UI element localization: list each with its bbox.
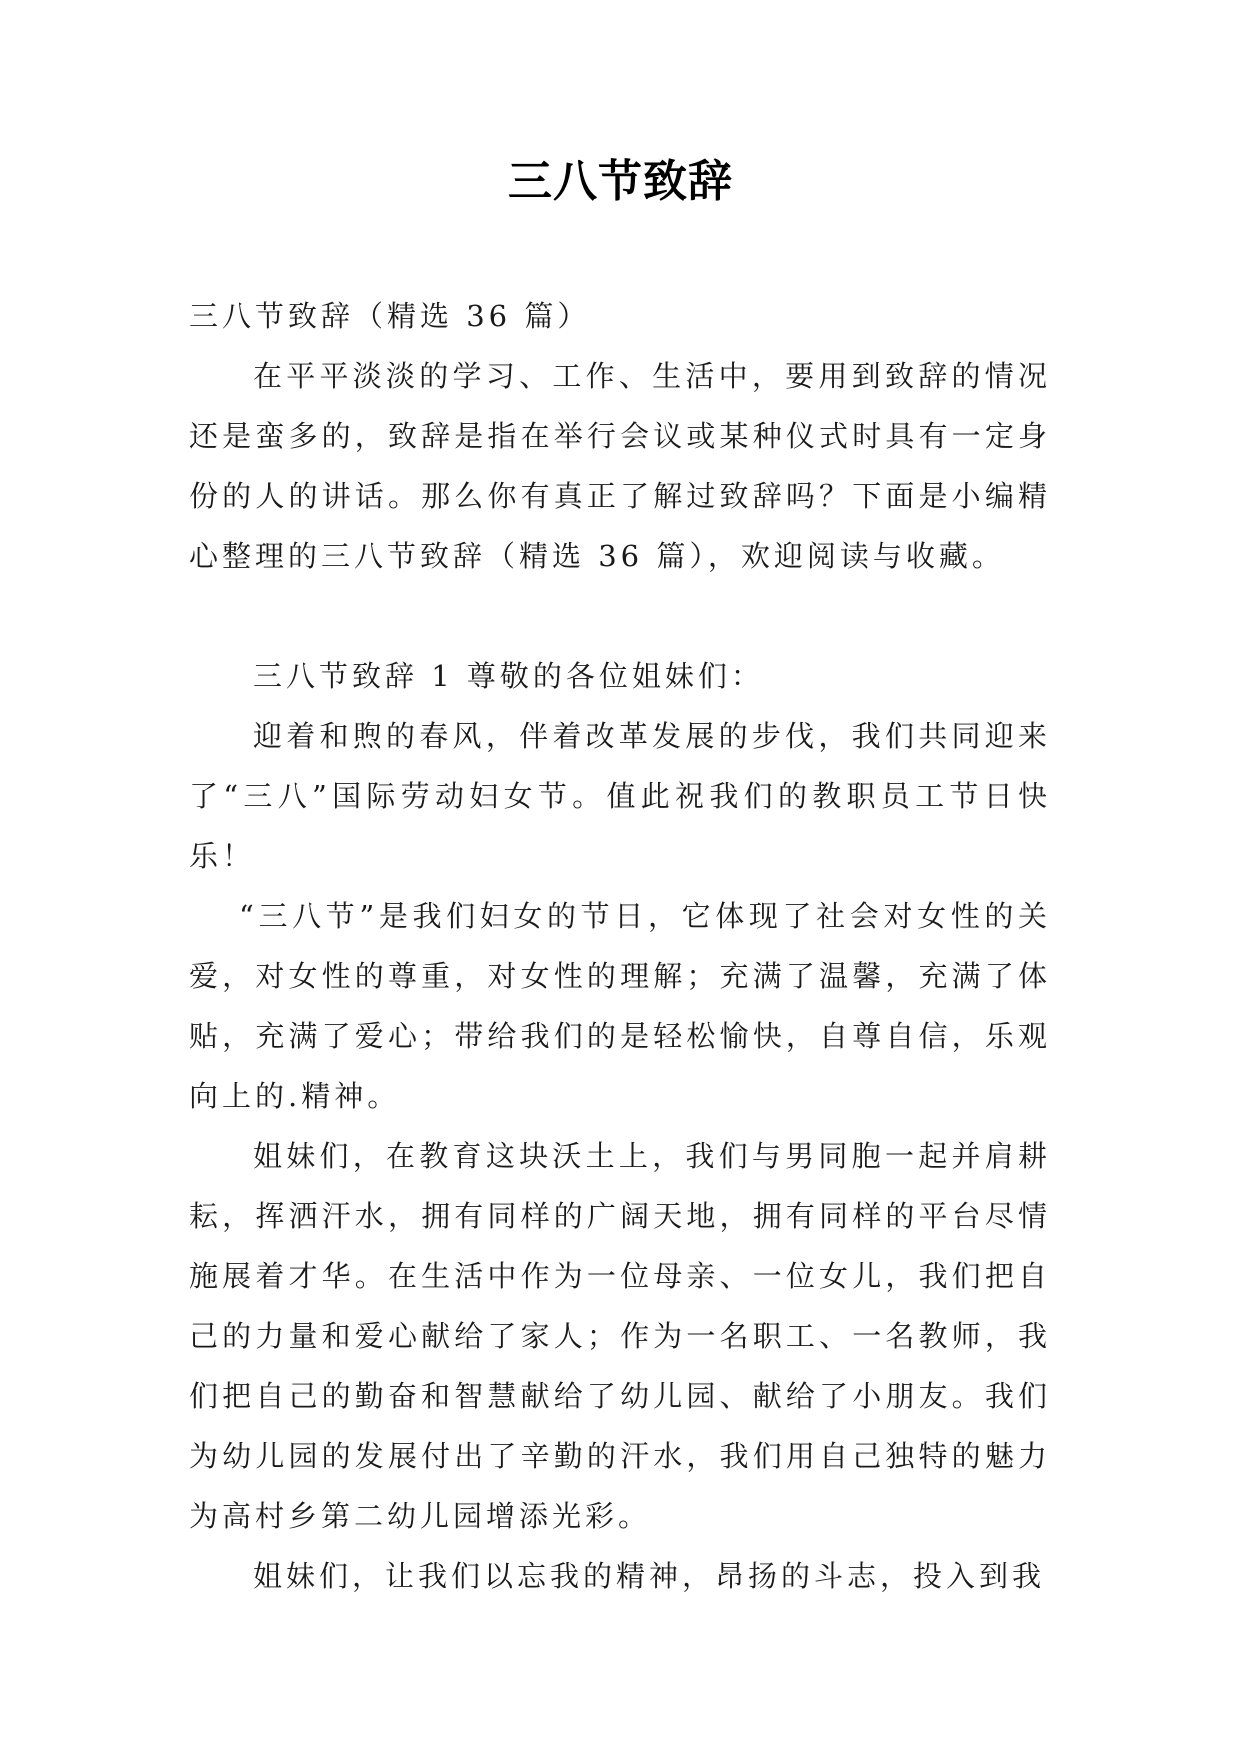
body-paragraph: 姐妹们，让我们以忘我的精神，昂扬的斗志，投入到我 bbox=[253, 1559, 1046, 1593]
body-paragraph: 姐妹们，在教育这块沃土上，我们与男同胞一起并肩耕耘，挥洒汗水，拥有同样的广阔天地，拥有同样的平台尽情施展着才华。在生活中作为一位母亲、一位女儿，我们把自己的力量和爱心献给了家人；作为一名职工、一名教师，我们把自己的勤奋和智慧献给了幼儿园、献给了小朋友。我们为幼儿园的发展付出了辛勤的汗水，我们用自己独特的魅力为高村乡第二幼儿园增添光彩。 bbox=[189, 1139, 1051, 1533]
body-paragraph: “三八节”是我们妇女的节日，它体现了社会对女性的关爱，对女性的尊重，对女性的理解；充满了温馨，充满了体贴，充满了爱心；带给我们的是轻松愉快，自尊自信，乐观向上的.精神。 bbox=[189, 899, 1051, 1113]
paragraph-gap bbox=[189, 586, 1051, 646]
document-body bbox=[189, 286, 1051, 1606]
intro-paragraph: 在平平淡淡的学习、工作、生活中，要用到致辞的情况还是蛮多的，致辞是指在举行会议或某种仪式时具有一定身份的人的讲话。那么你有真正了解过致辞吗？下面是小编精心整理的三八节致辞（精选 36 篇），欢迎阅读与收藏。 bbox=[189, 359, 1051, 573]
section-heading: 三八节致辞 1 尊敬的各位姐妹们： bbox=[253, 659, 764, 693]
document-subtitle: 三八节致辞（精选 36 篇） bbox=[189, 299, 591, 333]
body-paragraph: 迎着和煦的春风，伴着改革发展的步伐，我们共同迎来了“三八”国际劳动妇女节。值此祝我们的教职员工节日快乐！ bbox=[189, 719, 1051, 873]
document-title: 三八节致辞 bbox=[508, 156, 733, 207]
